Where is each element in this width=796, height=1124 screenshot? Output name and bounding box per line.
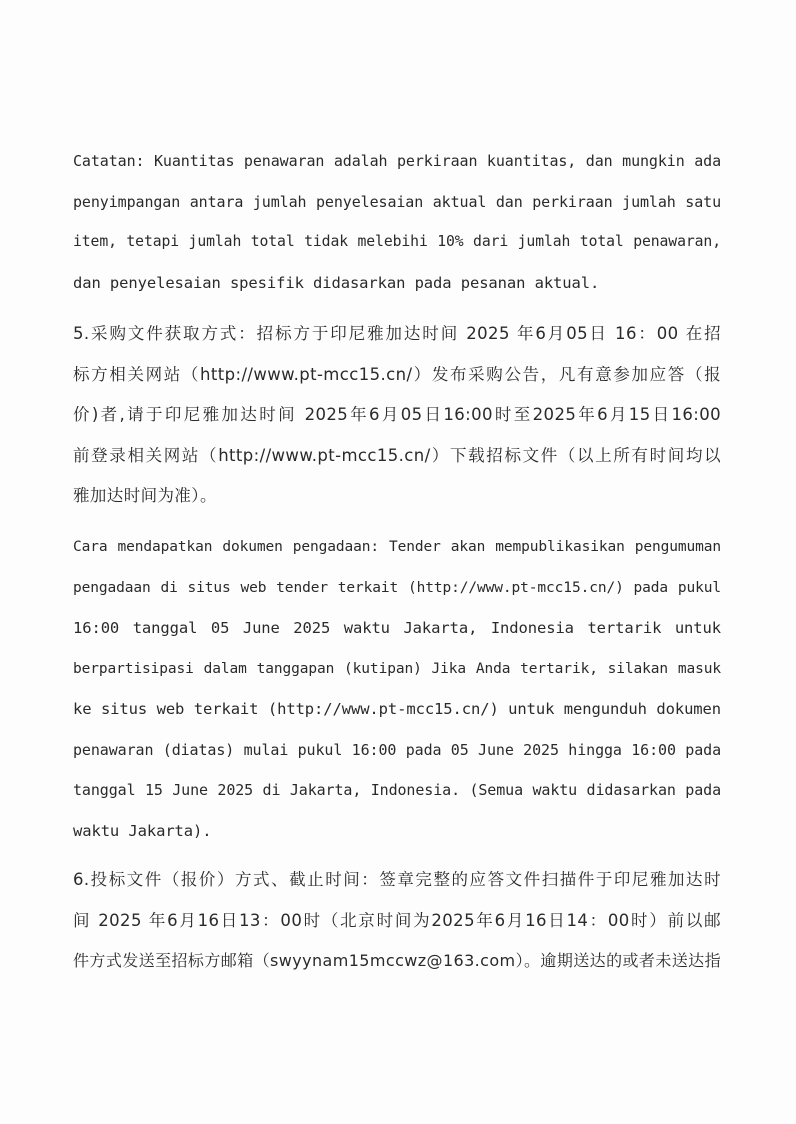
section-5-id-line-8: waktu Jakarta). xyxy=(73,821,212,840)
section-5-id-line-6: penawaran (diatas) mulai pukul 16:00 pada 05 June 2025 hingga 16:00 pada xyxy=(73,740,721,759)
section-5-zh-line-1: 5.采购文件获取方式：招标方于印尼雅加达时间 2025 年6月05日 16：00 在招 xyxy=(73,324,721,343)
section-5-id-line-2: pengadaan di situs web tender terkait (http://www.pt-mcc15.cn/) pada pukul xyxy=(73,579,721,596)
section-5-zh-line-4: 前登录相关网站（http://www.pt-mcc15.cn/）下载招标文件（以上所有时间均以 xyxy=(73,445,721,465)
section-5-id-line-1: Cara mendapatkan dokumen pengadaan: Tender akan mempublikasikan pengumuman xyxy=(73,539,721,555)
section-5-zh-line-2: 标方相关网站（http://www.pt-mcc15.cn/）发布采购公告，凡有意参加应答（报 xyxy=(73,364,721,384)
section-5-id-line-7: tanggal 15 June 2025 di Jakarta, Indonesia. (Semua waktu didasarkan pada xyxy=(73,781,721,799)
section-6-zh-line-3: 件方式发送至招标方邮箱（swyynam15mccwz@163.com）。逾期送达的或者未送达指 xyxy=(73,951,721,970)
section-6-zh-line-2: 间 2025 年6月16日13：00时（北京时间为2025年6月16日14：00时）前以邮 xyxy=(73,910,721,930)
section-5-indonesian xyxy=(73,527,721,851)
section-5-id-line-3: 16:00 tanggal 05 June 2025 waktu Jakarta, Indonesia tertarik untuk xyxy=(73,619,721,637)
note-line-3: item, tetapi jumlah total tidak melebihi 10% dari jumlah total penawaran, xyxy=(73,233,721,250)
section-6-zh-line-1: 6.投标文件（报价）方式、截止时间：签章完整的应答文件扫描件于印尼雅加达时 xyxy=(73,870,721,889)
note-line-1: Catatan: Kuantitas penawaran adalah perkiraan kuantitas, dan mungkin ada xyxy=(73,152,721,170)
section-5-id-line-4: berpartisipasi dalam tanggapan (kutipan) Jika Anda tertarik, silakan masuk xyxy=(73,660,721,677)
section-5-zh-line-3: 价)者,请于印尼雅加达时间 2025年6月05日16:00时至2025年6月15日16:00 xyxy=(73,405,721,424)
section-5-id-line-5: ke situs web terkait (http://www.pt-mcc15.cn/) untuk mengunduh dokumen xyxy=(73,700,721,718)
note-line-4: dan penyelesaian spesifik didasarkan pada pesanan aktual. xyxy=(73,273,600,292)
section-5-zh-line-5: 雅加达时间为准）。 xyxy=(73,486,217,505)
note-line-2: penyimpangan antara jumlah penyelesaian aktual dan perkiraan jumlah satu xyxy=(73,192,721,211)
note-paragraph xyxy=(73,141,721,303)
section-6-chinese xyxy=(73,860,721,982)
section-5-chinese xyxy=(73,314,721,517)
